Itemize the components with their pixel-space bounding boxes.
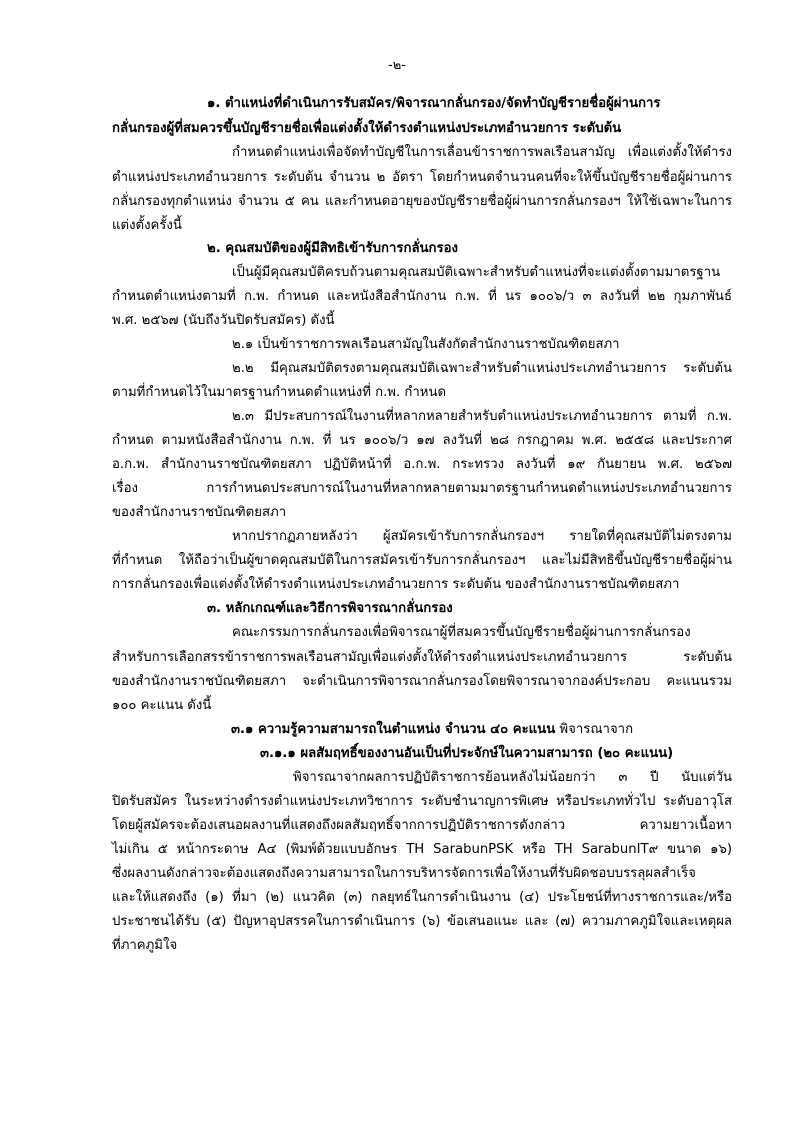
item-3-1-suffix: พิจารณาจาก — [555, 722, 634, 737]
item-3-1-1-body-line: ปิดรับสมัคร ในระหว่างดำรงตำแหน่งประเภทวิชาการ ระดับชำนาญการพิเศษ หรือประเภททั่วไป ระดับอาวุโส — [112, 794, 732, 809]
item-3-1-1-heading: ๓.๑.๑ ผลสัมฤทธิ์ของงานอันเป็นที่ประจักษ์ในความสามารถ (๒๐ คะแนน) — [260, 746, 674, 761]
item-2-2-line: ตามที่กำหนดไว้ในมาตรฐานกำหนดตำแหน่งที่ ก.พ. กำหนด — [112, 385, 447, 400]
section1-body-line: แต่งตั้งครั้งนี้ — [112, 218, 182, 233]
section1-heading-line2: กลั่นกรองผู้ที่สมควรขึ้นบัญชีรายชื่อเพื่อแต่งตั้งให้ดำรงตำแหน่งประเภทอำนวยการ ระดับต้น — [112, 121, 622, 136]
item-2-3-line: อ.ก.พ. สำนักงานราชบัณฑิตยสภา ปฏิบัติหน้าที่ อ.ก.พ. กระทรวง ลงวันที่ ๑๙ กันยายน พ.ศ. ๒๕๖๗ — [112, 457, 732, 472]
section3-heading: ๓. หลักเกณฑ์และวิธีการพิจารณากลั่นกรอง — [207, 601, 453, 616]
section2-intro-line: พ.ศ. ๒๕๖๗ (นับถึงวันปิดรับสมัคร) ดังนี้ — [112, 313, 335, 328]
item-2-1: ๒.๑ เป็นข้าราชการพลเรือนสามัญในสังกัดสำนักงานราชบัณฑิตยสภา — [232, 337, 620, 352]
item-2-3-line: กำหนด ตามหนังสือสำนักงาน ก.พ. ที่ นร ๑๐๐๖/ว ๑๗ ลงวันที่ ๒๘ กรกฎาคม พ.ศ. ๒๕๕๘ และประกาศ — [112, 433, 732, 448]
item-3-1-1-body-line: และให้แสดงถึง (๑) ที่มา (๒) แนวคิด (๓) กลยุทธ์ในการดำเนินงาน (๔) ประโยชน์ที่ทางราชการและ/หรือ — [112, 890, 732, 905]
disqualification-line: หากปรากฏภายหลังว่า ผู้สมัครเข้ารับการกลั่นกรองฯ รายใดที่คุณสมบัติไม่ตรงตาม — [232, 529, 732, 544]
item-3-1-1-body-line: ประชาชนได้รับ (๕) ปัญหาอุปสรรคในการดำเนินการ (๖) ข้อเสนอแนะ และ (๗) ความภาคภูมิใจและเหตุผล — [112, 914, 732, 929]
section2-heading: ๒. คุณสมบัติของผู้มีสิทธิเข้ารับการกลั่นกรอง — [207, 241, 458, 256]
item-2-3-line: เรื่อง การกำหนดประสบการณ์ในงานที่หลากหลายตามมาตรฐานกำหนดตำแหน่งประเภทอำนวยการ — [112, 481, 732, 496]
item-3-1-1-body-line: ไม่เกิน ๕ หน้ากระดาษ A๔ (พิมพ์ด้วยแบบอักษร TH SarabunPSK หรือ TH SarabunIT๙ ขนาด ๑๖) — [112, 842, 732, 857]
section3-intro-line: ของสำนักงานราชบัณฑิตยสภา จะดำเนินการพิจารณากลั่นกรองโดยพิจารณาจากองค์ประกอบ คะแนนรวม — [112, 674, 732, 689]
section3-intro-line: คณะกรรมการกลั่นกรองเพื่อพิจารณาผู้ที่สมควรขึ้นบัญชีรายชื่อผู้ผ่านการกลั่นกรอง — [232, 625, 691, 640]
page-number: -๒- — [388, 58, 406, 73]
section1-heading-line1: ๑. ตำแหน่งที่ดำเนินการรับสมัคร/พิจารณากลั่นกรอง/จัดทำบัญชีรายชื่อผู้ผ่านการ — [207, 96, 661, 111]
section1-body-line: ตำแหน่งประเภทอำนวยการ ระดับต้น จำนวน ๒ อัตรา โดยกำหนดจำนวนคนที่จะให้ขึ้นบัญชีรายชื่อผู้ผ่านการ — [112, 170, 732, 185]
section1-body-line: กลั่นกรองทุกตำแหน่ง จำนวน ๕ คน และกำหนดอายุของบัญชีรายชื่อผู้ผ่านการกลั่นกรองฯ ให้ใช้เฉพาะในการ — [112, 194, 732, 209]
item-2-3-line: ของสำนักงานราชบัณฑิตยสภา — [112, 505, 287, 520]
item-3-1-1-body-line: พิจารณาจากผลการปฏิบัติราชการย้อนหลังไม่น้อยกว่า ๓ ปี นับแต่วัน — [293, 770, 732, 785]
section3-intro-line: สำหรับการเลือกสรรข้าราชการพลเรือนสามัญเพื่อแต่งตั้งให้ดำรงตำแหน่งประเภทอำนวยการ ระดับต้น — [112, 650, 732, 665]
item-3-1-1-body-line: ที่ภาคภูมิใจ — [112, 938, 178, 953]
item-3-1-1-body-line: โดยผู้สมัครจะต้องเสนอผลงานที่แสดงถึงผลสัมฤทธิ์จากการปฏิบัติราชการดังกล่าว ความยาวเนื้อหา — [112, 818, 732, 833]
item-3-1-title: ๓.๑ ความรู้ความสามารถในตำแหน่ง จำนวน ๔๐ คะแนน — [231, 722, 556, 737]
section1-body-line: กำหนดตำแหน่งเพื่อจัดทำบัญชีในการเลื่อนข้าราชการพลเรือนสามัญ เพื่อแต่งตั้งให้ดำรง — [232, 145, 732, 160]
section2-intro-line: กำหนดตำแหน่งตามที่ ก.พ. กำหนด และหนังสือสำนักงาน ก.พ. ที่ นร ๑๐๐๖/ว ๓ ลงวันที่ ๒๒ กุมภาพันธ์ — [112, 289, 732, 304]
section3-intro-line: ๑๐๐ คะแนน ดังนี้ — [112, 698, 212, 713]
disqualification-line: การกลั่นกรองเพื่อแต่งตั้งให้ดำรงตำแหน่งประเภทอำนวยการ ระดับต้น ของสำนักงานราชบัณฑิตยสภา — [112, 577, 680, 592]
item-2-2-line: ๒.๒ มีคุณสมบัติตรงตามคุณสมบัติเฉพาะสำหรับตำแหน่งประเภทอำนวยการ ระดับต้น — [232, 361, 732, 376]
section2-intro-line: เป็นผู้มีคุณสมบัติครบถ้วนตามคุณสมบัติเฉพาะสำหรับตำแหน่งที่จะแต่งตั้งตามมาตรฐาน — [232, 265, 721, 280]
item-3-1-1-body-line: ซึ่งผลงานดังกล่าวจะต้องแสดงถึงความสามารถในการบริหารจัดการเพื่อให้งานที่รับผิดชอบบรรลุผลสำเร็จ — [112, 866, 696, 881]
item-2-3-line: ๒.๓ มีประสบการณ์ในงานที่หลากหลายสำหรับตำแหน่งประเภทอำนวยการ ตามที่ ก.พ. — [232, 409, 732, 424]
disqualification-line: ที่กำหนด ให้ถือว่าเป็นผู้ขาดคุณสมบัติในการสมัครเข้ารับการกลั่นกรองฯ และไม่มีสิทธิขึ้นบัญชีรายชื่อผู้ผ่าน — [112, 553, 732, 568]
item-3-1 — [231, 720, 633, 744]
